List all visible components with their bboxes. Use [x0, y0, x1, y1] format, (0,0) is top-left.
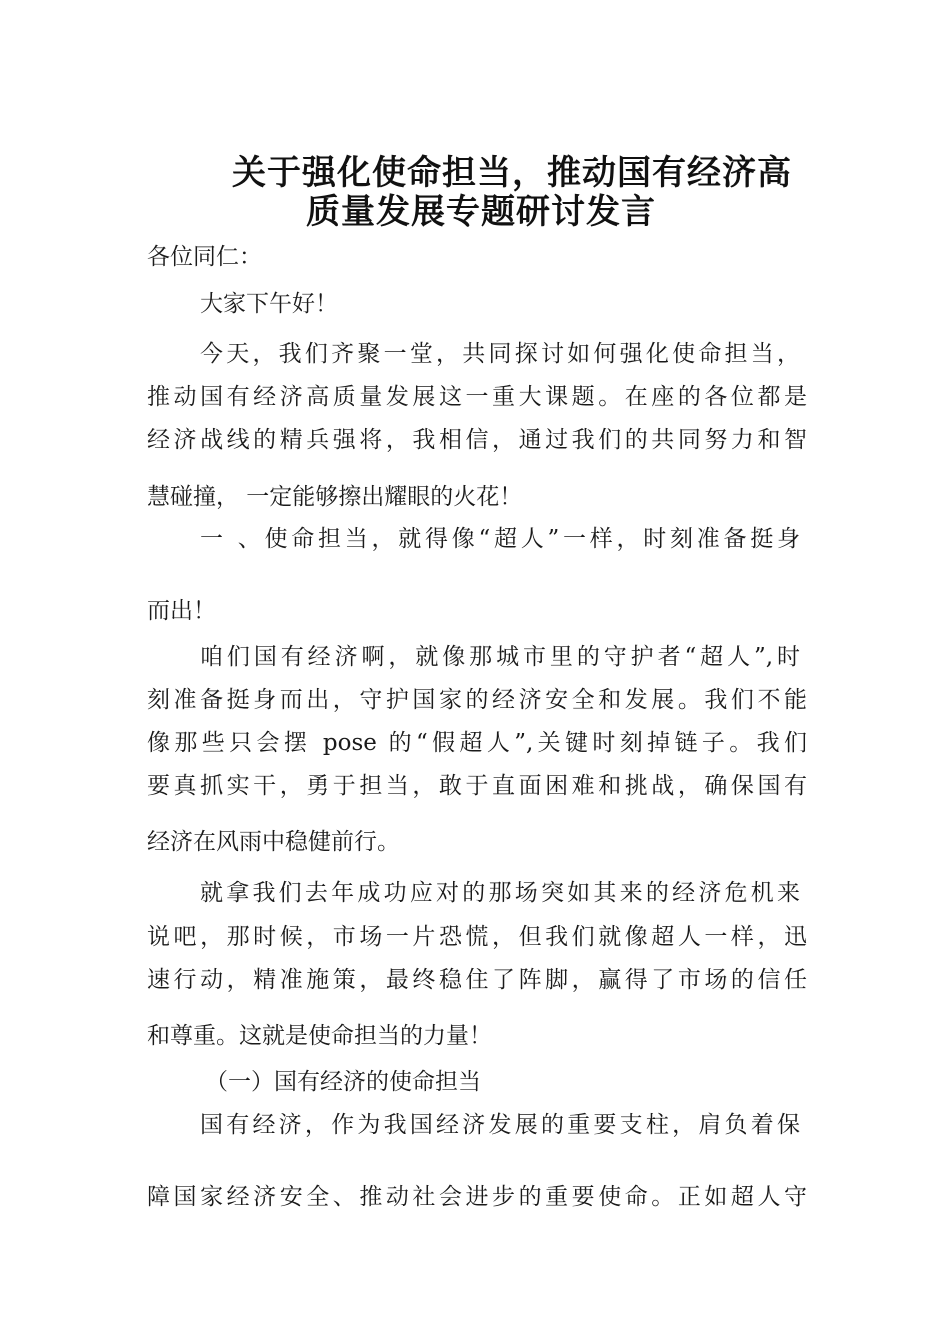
subsection-heading: （一）国有经济的使命担当	[205, 1069, 481, 1095]
paragraph-line: 速行动，精准施策，最终稳住了阵脚，赢得了市场的信任	[147, 967, 807, 993]
paragraph-line: 要真抓实干，勇于担当，敢于直面困难和挑战，确保国有	[147, 773, 807, 799]
greeting: 大家下午好！	[200, 291, 338, 317]
paragraph-line: 就拿我们去年成功应对的那场突如其来的经济危机来	[200, 880, 800, 906]
paragraph-line: 说吧，那时候，市场一片恐慌，但我们就像超人一样，迅	[147, 924, 807, 950]
paragraph-line: 国有经济，作为我国经济发展的重要支柱，肩负着保	[200, 1112, 800, 1138]
section-heading-line: 一 、使命担当，就得像“超人”一样，时刻准备挺身	[200, 526, 800, 552]
section-heading-line: 而出！	[147, 598, 216, 624]
document-title-line-1: 关于强化使命担当，推动国有经济高	[232, 153, 792, 193]
paragraph-line: 刻准备挺身而出，守护国家的经济安全和发展。我们不能	[147, 687, 807, 713]
paragraph-line: 像那些只会摆 pose 的“假超人”,关键时刻掉链子。我们	[147, 730, 807, 756]
paragraph-line: 经济在风雨中稳健前行。	[147, 829, 400, 855]
paragraph-line: 障国家经济安全、推动社会进步的重要使命。正如超人守	[147, 1184, 807, 1210]
document-title-line-2: 质量发展专题研讨发言	[306, 192, 656, 232]
paragraph-line: 今天，我们齐聚一堂，共同探讨如何强化使命担当，	[200, 341, 800, 367]
paragraph-line: 经济战线的精兵强将，我相信，通过我们的共同努力和智	[147, 427, 807, 453]
paragraph-line: 咱们国有经济啊，就像那城市里的守护者“超人”,时	[200, 644, 800, 670]
paragraph-line: 推动国有经济高质量发展这一重大课题。在座的各位都是	[147, 384, 807, 410]
salutation: 各位同仁：	[147, 244, 262, 270]
paragraph-line: 慧碰撞， 一定能够擦出耀眼的火花！	[147, 484, 523, 510]
paragraph-line: 和尊重。这就是使命担当的力量！	[147, 1023, 492, 1049]
